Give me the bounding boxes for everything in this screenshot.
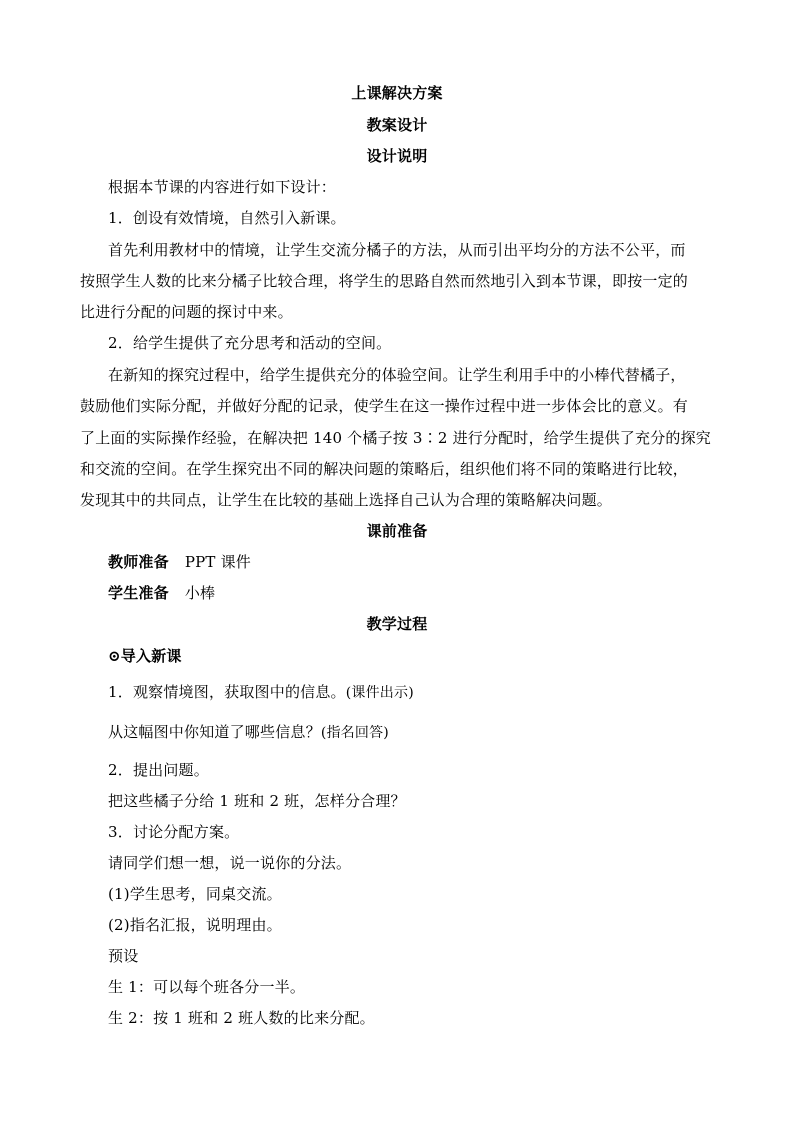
point2-body-line: 在新知的探究过程中，给学生提供充分的体验空间。让学生利用手中的小棒代替橘子， [108,366,686,384]
step1-question-note: (指名回答) [320,725,389,741]
document-title: 上课解决方案 [351,84,443,102]
preset-label: 预设 [108,947,139,965]
step1-text: 1．观察情境图，获取图中的信息。 [108,683,346,701]
point2-body-line: 了上面的实际操作经验，在解决把 140 个橘子按 3∶2 进行分配时，给学生提供了充分的探究 [80,429,711,447]
step1-row [108,682,414,703]
intro-paragraph: 根据本节课的内容进行如下设计： [108,178,337,196]
point1-body-line: 比进行分配的问题的探讨中来。 [80,303,293,321]
document-subtitle: 教案设计 [366,116,428,134]
point2-body-line: 鼓励他们实际分配，并做好分配的记录，使学生在这一操作过程中进一步体会比的意义。有 [80,397,689,415]
step1-note: (课件出示) [345,685,414,701]
step1-question-row [108,722,389,743]
section-heading-design-notes: 设计说明 [366,147,428,165]
student-prep-label: 学生准备 [108,584,169,602]
point2-heading: 2．给学生提供了充分思考和活动的空间。 [108,334,392,352]
teacher-prep-row [108,552,251,572]
point1-body-line: 首先利用教材中的情境，让学生交流分橘子的方法，从而引出平均分的方法不公平，而 [108,241,686,259]
step3-sub1: (1)学生思考，同桌交流。 [108,885,282,903]
point1-heading: 1．创设有效情境，自然引入新课。 [108,209,346,227]
step1-question: 从这幅图中你知道了哪些信息？ [108,723,321,741]
step3-sub2: (2)指名汇报，说明理由。 [108,916,282,934]
section-heading-preparation: 课前准备 [366,522,428,540]
answer-1: 生 1：可以每个班各分一半。 [108,978,306,996]
step3-prompt: 请同学们想一想，说一说你的分法。 [108,854,352,872]
step3-text: 3．讨论分配方案。 [108,823,240,841]
step-intro-heading: ⊙导入新课 [108,647,182,665]
point2-body-line: 和交流的空间。在学生探究出不同的解决问题的策略后，组织他们将不同的策略进行比较， [80,460,689,478]
point1-body-line: 按照学生人数的比来分橘子比较合理，将学生的思路自然而然地引入到本节课，即按一定的 [80,272,689,290]
step2-question: 把这些橘子分给 1 班和 2 班，怎样分合理？ [108,792,406,810]
student-prep-value: 小棒 [184,584,216,602]
answer-2: 生 2：按 1 班和 2 班人数的比来分配。 [108,1009,375,1027]
section-heading-process: 教学过程 [366,615,428,633]
step2-text: 2．提出问题。 [108,761,209,779]
teacher-prep-label: 教师准备 [108,553,169,571]
teacher-prep-value: PPT 课件 [184,553,251,571]
student-prep-row [108,583,215,603]
point2-body-line: 发现其中的共同点，让学生在比较的基础上选择自己认为合理的策略解决问题。 [80,491,613,509]
